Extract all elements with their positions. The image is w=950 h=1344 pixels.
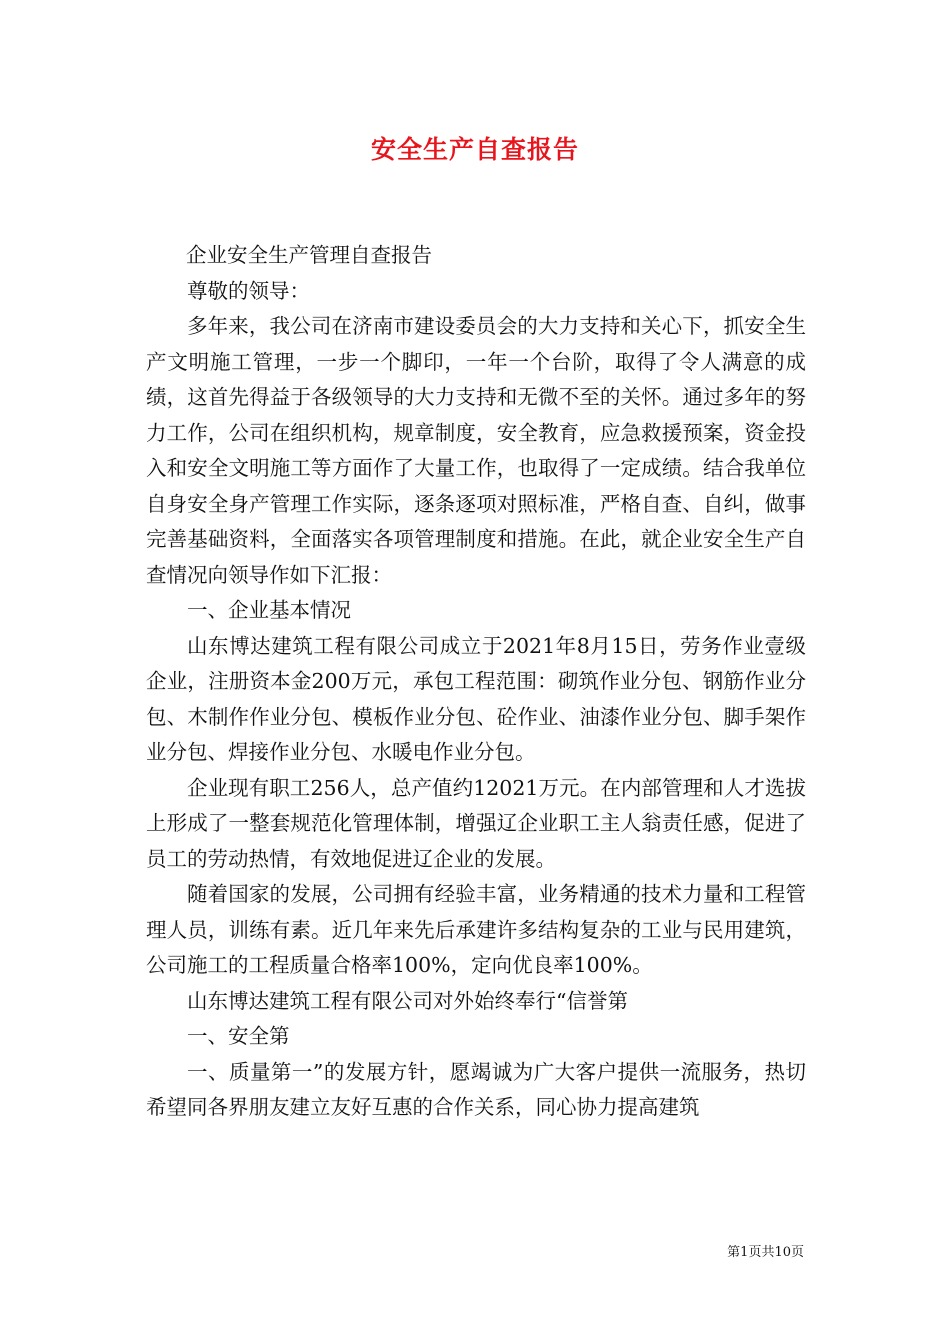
- policy-paragraph: 山东博达建筑工程有限公司对外始终奉行“信誉第: [187, 988, 628, 1013]
- document-body: [146, 238, 806, 1126]
- staff-paragraph: 企业现有职工256人，总产值约12021万元。在内部管理和人才选拔上形成了一整套规范化管理体制，增强辽企业职工主人翁责任感，促进了员工的劳动热情，有效地促进辽企业的发展。: [146, 775, 806, 871]
- development-paragraph: 随着国家的发展，公司拥有经验丰富，业务精通的技术力量和工程管理人员，训练有素。近几年来先后承建许多结构复杂的工业与民用建筑，公司施工的工程质量合格率100%，定向优良率100%。: [146, 882, 806, 977]
- policy-paragraph-3: 一、质量第一”的发展方针，愿竭诚为广大客户提供一流服务，热切希望同各界朋友建立友好互惠的合作关系，同心协力提高建筑: [146, 1059, 806, 1119]
- policy-paragraph-2: 一、安全第: [187, 1024, 290, 1048]
- report-subtitle: 企业安全生产管理自查报告: [185, 243, 432, 267]
- intro-paragraph: 多年来，我公司在济南市建设委员会的大力支持和关心下，抓安全生产文明施工管理，一步一个脚印，一年一个台阶，取得了令人满意的成绩，这首先得益于各级领导的大力支持和无微不至的关怀。通过多年的努力工作，公司在组织机构，规章制度，安全教育，应急救援预案，资金投入和安全文明施工等方面作了大量工作，也取得了一定成绩。结合我单位自身安全身产管理工作实际，逐条逐项对照标准，严格自查、自纠，做事完善基础资料，全面落实各项管理制度和措施。在此，就企业安全生产自查情况向领导作如下汇报：: [146, 314, 806, 587]
- company-info-paragraph: 山东博达建筑工程有限公司成立于2021年8月15日，劳务作业壹级企业，注册资本金200万元，承包工程范围：砌筑作业分包、钢筋作业分包、木制作作业分包、模板作业分包、砼作业、油漆作业分包、脚手架作业分包、焊接作业分包、水暖电作业分包。: [146, 633, 806, 764]
- page-number: 第1页共10页: [727, 1245, 804, 1260]
- document-title: 安全生产自查报告: [370, 135, 579, 164]
- salutation: 尊敬的领导：: [187, 278, 310, 303]
- section-heading: 一、企业基本情况: [187, 598, 351, 622]
